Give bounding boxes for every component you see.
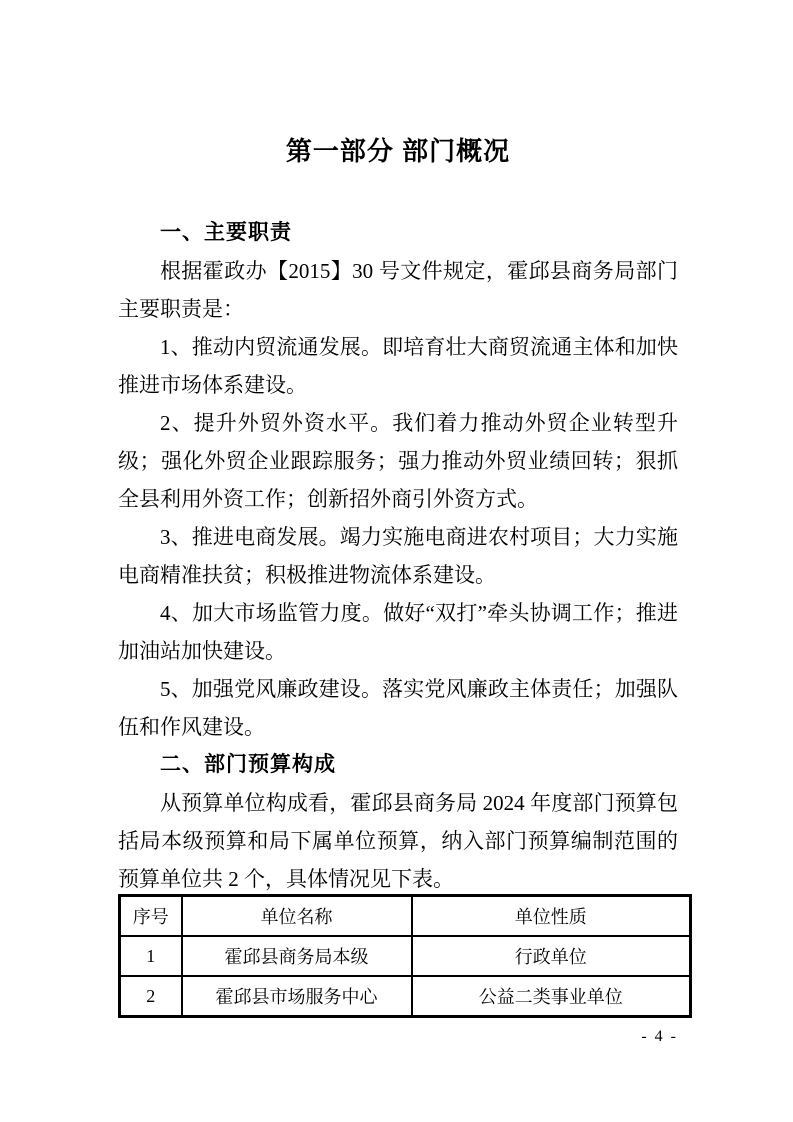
paragraph-budget-composition: 从预算单位构成看，霍邱县商务局 2024 年度部门预算包括局本级预算和局下属单位预算，纳入部门预算编制范围的预算单位共 2 个，具体情况见下表。 (118, 791, 678, 891)
paragraph-duty-4: 4、加大市场监管力度。做好“双打”牵头协调工作；推进加油站加快建设。 (118, 601, 678, 663)
table-cell-index: 2 (120, 976, 182, 1017)
table-header-unit-type: 单位性质 (412, 896, 691, 937)
section-heading-budget-composition: 二、部门预算构成 (160, 753, 336, 776)
paragraph-duties-intro: 根据霍政办【2015】30 号文件规定，霍邱县商务局部门主要职责是： (118, 259, 678, 321)
document-title: 第一部分 部门概况 (285, 136, 511, 166)
paragraph-duty-3: 3、推进电商发展。竭力实施电商进农村项目；大力实施电商精准扶贫；积极推进物流体系建设。 (118, 525, 678, 587)
paragraph-duty-5: 5、加强党风廉政建设。落实党风廉政主体责任；加强队伍和作风建设。 (118, 677, 678, 739)
paragraph-duty-1: 1、推动内贸流通发展。即培育壮大商贸流通主体和加快推进市场体系建设。 (118, 335, 678, 397)
table-cell-index: 1 (120, 936, 182, 976)
table-header-unit-name: 单位名称 (182, 896, 412, 937)
section-heading-main-duties: 一、主要职责 (160, 221, 292, 244)
table-header-index: 序号 (120, 896, 182, 937)
table-row (120, 936, 691, 976)
budget-units-table (118, 894, 692, 1018)
table-cell-unit-name: 霍邱县市场服务中心 (182, 976, 412, 1017)
table-header-row (120, 896, 691, 937)
paragraph-duty-2: 2、提升外贸外资水平。我们着力推动外贸企业转型升级；强化外贸企业跟踪服务；强力推动外贸业绩回转；狠抓全县利用外资工作；创新招外商引外资方式。 (118, 411, 678, 511)
page-number: - 4 - (641, 1028, 678, 1045)
table-cell-unit-type: 公益二类事业单位 (412, 976, 691, 1017)
table-cell-unit-type: 行政单位 (412, 936, 691, 976)
table-cell-unit-name: 霍邱县商务局本级 (182, 936, 412, 976)
table-row (120, 976, 691, 1017)
